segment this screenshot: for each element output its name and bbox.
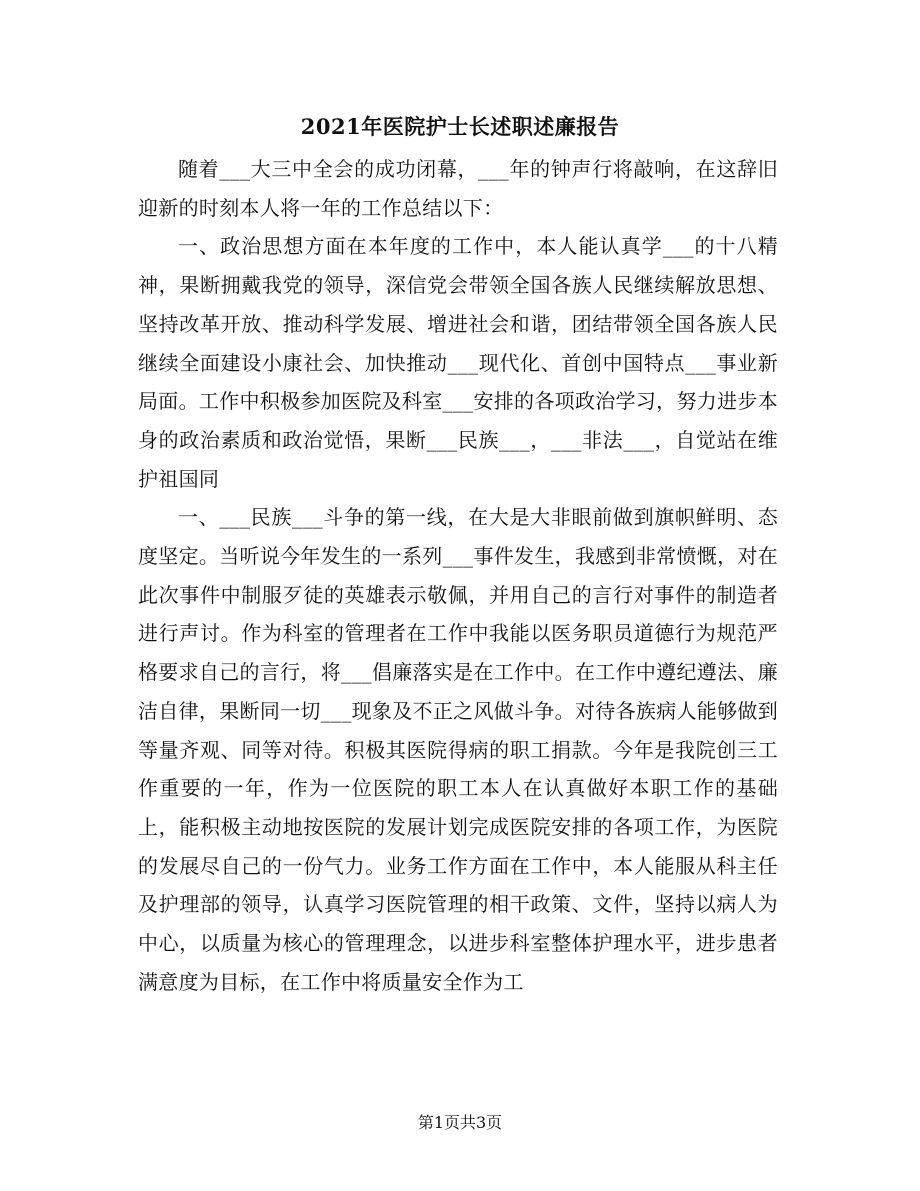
paragraph-intro: 随着___大三中全会的成功闭幕，___年的钟声行将敲响，在这辞旧迎新的时刻本人将一年的工作总结以下： [138,157,778,220]
document-body [138,150,778,1001]
document-title: 2021年医院护士长述职述廉报告 [300,114,620,139]
paragraph-struggle-and-work: 一、___民族___斗争的第一线，在大是大非眼前做到旗帜鲜明、态度坚定。当听说今年发生的一系列___事件发生，我感到非常愤慨，对在此次事件中制服歹徒的英雄表示敬佩，并用自己的言行对事件的制造者进行声讨。作为科室的管理者在工作中我能以医务职员道德行为规范严格要求自己的言行，将___倡廉落实是在工作中。在工作中遵纪遵法、廉洁自律，果断同一切___现象及不正之风做斗争。对待各族病人能够做到等量齐观、同等对待。积极其医院得病的职工捐款。今年是我院创三工作重要的一年，作为一位医院的职工本人在认真做好本职工作的基础上，能积极主动地按医院的发展计划完成医院安排的各项工作，为医院的发展尽自己的一份气力。业务工作方面在工作中，本人能服从科主任及护理部的领导，认真学习医院管理的相干政策、文件，坚持以病人为中心，以质量为核心的管理理念，以进步科室整体护理水平，进步患者满意度为目标，在工作中将质量安全作为工 [138,505,778,994]
page-number-footer: 第1页共3页 [417,1113,503,1132]
paragraph-political-thought: 一、政治思想方面在本年度的工作中，本人能认真学___的十八精神，果断拥戴我党的领导，深信党会带领全国各族人民继续解放思想、坚持改革开放、推动科学发展、增进社会和谐，团结带领全国各族人民继续全面建设小康社会、加快推动___现代化、首创中国特点___事业新局面。工作中积极参加医院及科室___安排的各项政治学习，努力进步本身的政治素质和政治觉悟，果断___民族___，___非法___，自觉站在维护祖国同 [138,234,778,491]
